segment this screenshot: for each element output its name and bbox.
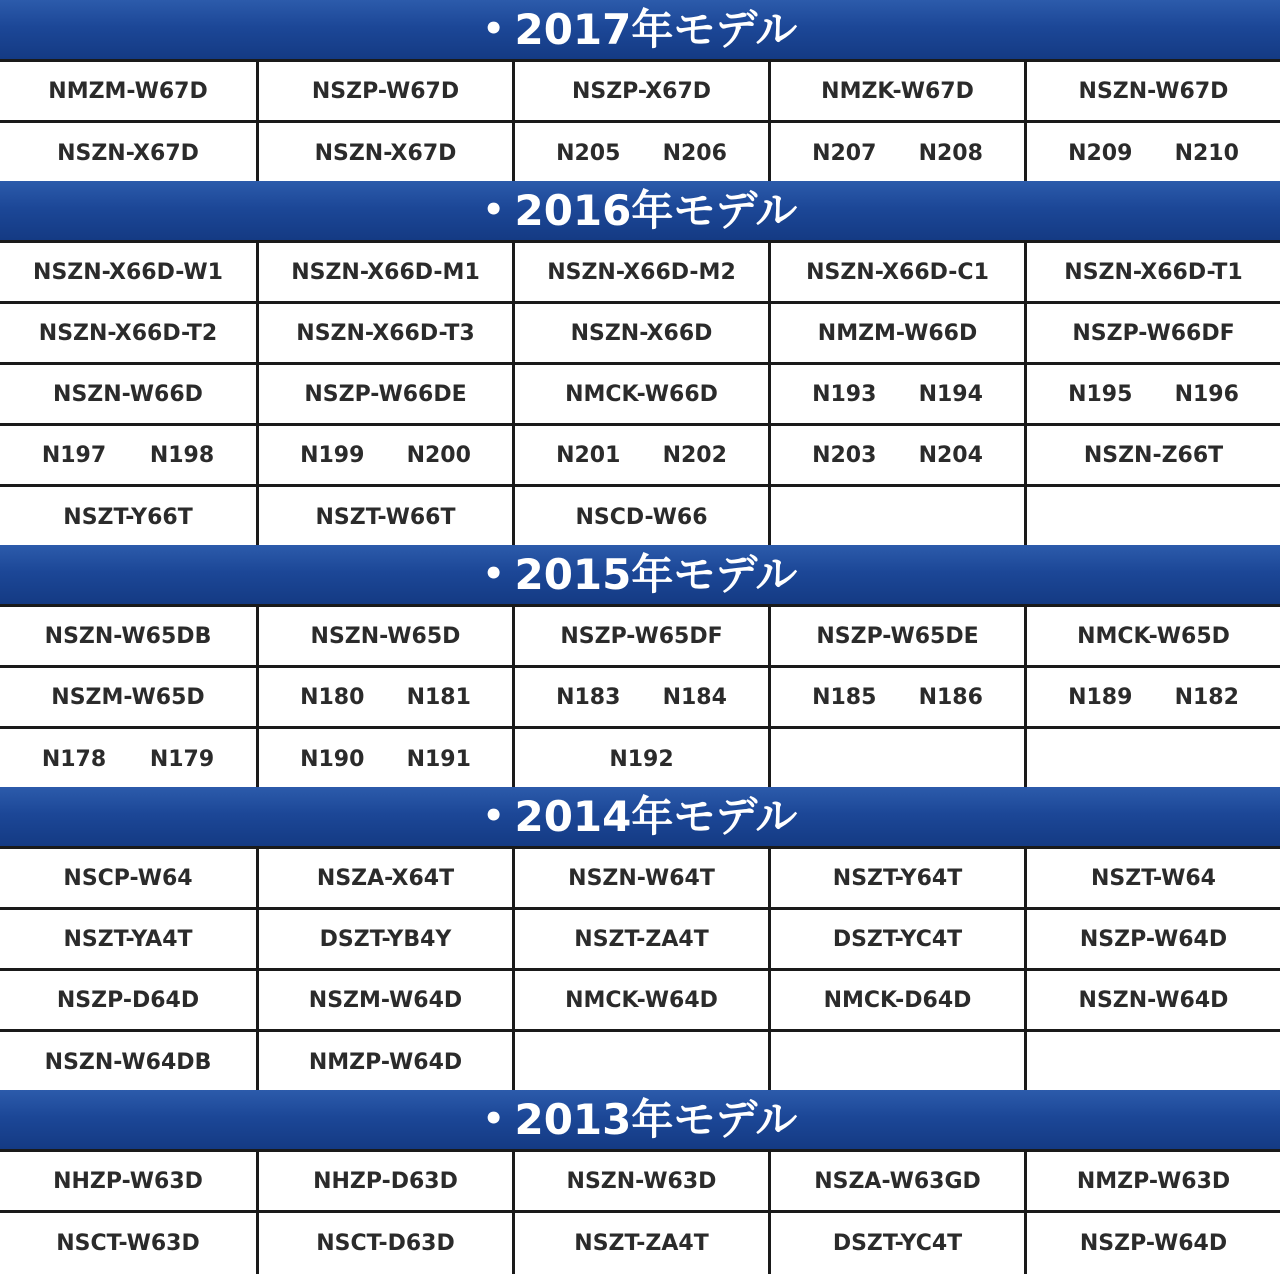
model-cell: [512, 1032, 768, 1093]
model-code: NSCT-D63D: [316, 1231, 455, 1256]
section-title: 2016年モデル: [514, 186, 798, 235]
model-code: NSZA-X64T: [316, 865, 455, 891]
model-code: NSZT-Y64T: [832, 865, 963, 891]
model-code: NMZP-W64D: [308, 1050, 463, 1075]
model-code: N179: [149, 747, 215, 772]
model-code: N178: [41, 747, 107, 772]
table-row: [0, 426, 1280, 487]
model-code: NMCK-W65D: [1077, 623, 1230, 649]
model-code: NMZM-W66D: [817, 320, 978, 346]
model-cell: [768, 910, 1024, 968]
model-code: NSZN-X66D-T3: [296, 320, 475, 346]
model-code: N209: [1068, 141, 1133, 166]
model-code: N205: [556, 141, 621, 166]
model-code: N206: [662, 141, 727, 166]
section-header: [0, 0, 1280, 60]
bullet-icon: •: [482, 796, 505, 836]
model-code: NMZP-W63D: [1076, 1168, 1231, 1194]
model-cell: [0, 729, 256, 790]
model-code: N197: [41, 442, 107, 468]
model-code: N204: [918, 442, 983, 468]
model-code: N180: [300, 684, 365, 710]
model-code: NSZN-W67D: [1078, 78, 1229, 104]
table-row: [0, 487, 1280, 548]
model-cell: [768, 1152, 1024, 1210]
model-code: NSZM-W64D: [308, 987, 463, 1013]
model-code: N194: [918, 381, 983, 407]
model-cell: [256, 487, 512, 548]
model-cell: [768, 487, 1024, 548]
model-cell: [512, 1152, 768, 1210]
model-cell: [768, 729, 1024, 790]
model-cell: [512, 607, 768, 665]
model-code: NSZN-X67D: [57, 141, 199, 166]
model-code: DSZT-YC4T: [832, 926, 963, 952]
model-cell: [1024, 668, 1280, 726]
model-cell: [256, 62, 512, 120]
model-cell: [512, 123, 768, 184]
model-cell: [768, 426, 1024, 484]
model-cell: [1024, 971, 1280, 1029]
table-row: [0, 62, 1280, 123]
model-code: N183: [556, 684, 621, 710]
bullet-icon: •: [482, 190, 505, 230]
model-code: NSZN-X66D-T1: [1064, 259, 1243, 285]
model-code: NHZP-W63D: [53, 1168, 203, 1194]
model-code: NSZP-W65DE: [816, 623, 979, 649]
model-cell: [1024, 62, 1280, 120]
model-cell: [256, 607, 512, 665]
model-code: NSZP-D64D: [56, 987, 200, 1013]
section-title: 2017年モデル: [514, 5, 798, 54]
model-cell: [0, 62, 256, 120]
model-code: N189: [1068, 684, 1133, 710]
bullet-icon: •: [482, 554, 505, 594]
model-cell: [768, 849, 1024, 907]
model-cell: [1024, 487, 1280, 548]
model-code: NSZP-W66DE: [304, 381, 467, 407]
model-code: NSZN-W65DB: [44, 623, 212, 649]
model-cell: [1024, 1213, 1280, 1274]
model-code: DSZT-YB4Y: [319, 926, 452, 952]
model-cell: [512, 1213, 768, 1274]
model-cell: [1024, 243, 1280, 301]
model-code: N210: [1174, 141, 1239, 166]
model-cell: [0, 304, 256, 362]
model-code: N191: [406, 747, 471, 772]
table-row: [0, 1152, 1280, 1213]
model-code: NSZP-X67D: [571, 78, 712, 104]
model-code: NSZN-X66D-T2: [38, 320, 218, 346]
model-cell: [0, 607, 256, 665]
model-grid: [0, 240, 1280, 548]
table-row: [0, 123, 1280, 184]
model-cell: [256, 123, 512, 184]
model-cell: [0, 910, 256, 968]
table-row: [0, 729, 1280, 790]
model-cell: [512, 668, 768, 726]
table-row: [0, 607, 1280, 668]
model-cell: [1024, 729, 1280, 790]
model-code: N182: [1174, 684, 1239, 710]
model-code: N199: [300, 442, 365, 468]
table-row: [0, 243, 1280, 304]
model-code: NSCT-W63D: [56, 1231, 200, 1256]
model-cell: [0, 849, 256, 907]
model-code: NMCK-W64D: [565, 987, 718, 1013]
model-cell: [768, 243, 1024, 301]
model-code: NSZP-W65DF: [560, 623, 723, 649]
model-cell: [1024, 1032, 1280, 1093]
model-code: NSZT-Y66T: [63, 505, 193, 530]
model-code: NSZT-W66T: [315, 505, 456, 530]
model-code: NSZT-ZA4T: [574, 926, 709, 952]
model-cell: [512, 62, 768, 120]
model-code: NSZA-W63GD: [814, 1168, 981, 1194]
table-row: [0, 910, 1280, 971]
model-code: NMCK-D64D: [823, 987, 972, 1013]
model-cell: [256, 971, 512, 1029]
model-cell: [1024, 426, 1280, 484]
model-code: N196: [1174, 381, 1239, 407]
model-cell: [512, 304, 768, 362]
model-cell: [512, 426, 768, 484]
model-cell: [768, 971, 1024, 1029]
model-code: DSZT-YC4T: [832, 1231, 963, 1256]
model-cell: [0, 971, 256, 1029]
model-cell: [768, 304, 1024, 362]
model-code: N208: [918, 141, 983, 166]
model-cell: [256, 849, 512, 907]
model-cell: [512, 365, 768, 423]
section-title: 2014年モデル: [514, 792, 798, 841]
model-cell: [768, 607, 1024, 665]
model-cell: [256, 243, 512, 301]
table-row: [0, 849, 1280, 910]
table-row: [0, 1032, 1280, 1093]
section-title: 2013年モデル: [514, 1095, 798, 1144]
model-code: N181: [406, 684, 471, 710]
model-cell: [0, 365, 256, 423]
model-code: N203: [812, 442, 877, 468]
section-header: [0, 787, 1280, 847]
model-code: NSZN-X66D-W1: [33, 259, 223, 285]
model-code: NMZM-W67D: [48, 78, 208, 104]
model-code: NMCK-W66D: [565, 381, 718, 407]
model-code: NSZN-W64DB: [44, 1050, 212, 1075]
model-cell: [256, 910, 512, 968]
model-code: N190: [300, 747, 365, 772]
model-code: NHZP-D63D: [313, 1168, 458, 1194]
model-code: NSZN-W63D: [566, 1168, 717, 1194]
table-row: [0, 971, 1280, 1032]
model-cell: [1024, 123, 1280, 184]
table-row: [0, 365, 1280, 426]
model-cell: [512, 729, 768, 790]
table-row: [0, 304, 1280, 365]
model-code: NSCD-W66: [575, 505, 708, 530]
model-code: NSZT-YA4T: [63, 926, 193, 952]
section-header: [0, 181, 1280, 241]
model-cell: [768, 1032, 1024, 1093]
model-code: NSZN-W66D: [53, 381, 203, 407]
model-cell: [768, 365, 1024, 423]
model-code: N207: [812, 141, 877, 166]
model-cell: [0, 1032, 256, 1093]
model-code: NSZN-Z66T: [1083, 442, 1224, 468]
model-code: N186: [918, 684, 983, 710]
model-code: N201: [556, 442, 621, 468]
model-code: NSZN-X66D: [570, 320, 713, 346]
model-code: NSZN-W64T: [568, 865, 715, 891]
model-cell: [0, 668, 256, 726]
model-code: NSZP-W64D: [1079, 1231, 1228, 1256]
table-row: [0, 668, 1280, 729]
model-code: NSZP-W66DF: [1072, 320, 1235, 346]
model-grid: [0, 1149, 1280, 1274]
model-code: NSCP-W64: [63, 865, 193, 891]
model-code: NSZN-X66D-M2: [547, 259, 736, 285]
model-cell: [1024, 304, 1280, 362]
bullet-icon: •: [482, 1099, 505, 1139]
model-cell: [768, 123, 1024, 184]
model-cell: [256, 1032, 512, 1093]
model-cell: [1024, 365, 1280, 423]
section-header: [0, 545, 1280, 605]
model-cell: [0, 243, 256, 301]
bullet-icon: •: [482, 9, 505, 49]
model-cell: [768, 62, 1024, 120]
model-code: NSZN-X67D: [314, 141, 457, 166]
model-cell: [1024, 607, 1280, 665]
model-cell: [0, 1152, 256, 1210]
model-grid: [0, 59, 1280, 184]
model-cell: [256, 304, 512, 362]
model-cell: [512, 910, 768, 968]
model-code: N193: [812, 381, 877, 407]
model-cell: [1024, 1152, 1280, 1210]
model-code: NSZP-W67D: [311, 78, 460, 104]
model-cell: [0, 123, 256, 184]
model-cell: [256, 1152, 512, 1210]
section-title: 2015年モデル: [514, 550, 798, 599]
model-cell: [256, 668, 512, 726]
model-code: N195: [1068, 381, 1133, 407]
model-cell: [0, 487, 256, 548]
model-grid: [0, 846, 1280, 1093]
model-code: N184: [662, 684, 727, 710]
model-cell: [256, 365, 512, 423]
model-code: NSZT-W64: [1090, 865, 1216, 891]
model-cell: [256, 729, 512, 790]
model-code: NSZP-W64D: [1079, 926, 1228, 952]
table-row: [0, 1213, 1280, 1274]
model-code: N192: [609, 747, 674, 772]
model-code: NSZT-ZA4T: [574, 1231, 709, 1256]
model-cell: [0, 426, 256, 484]
model-code: N202: [662, 442, 727, 468]
model-cell: [1024, 910, 1280, 968]
model-code: NMZK-W67D: [821, 78, 974, 104]
section-header: [0, 1090, 1280, 1150]
model-cell: [1024, 849, 1280, 907]
model-cell: [0, 1213, 256, 1274]
model-cell: [512, 849, 768, 907]
model-cell: [256, 426, 512, 484]
model-code: NSZN-W64D: [1078, 987, 1229, 1013]
model-cell: [768, 1213, 1024, 1274]
model-code: NSZN-X66D-M1: [291, 259, 480, 285]
model-code: N185: [812, 684, 877, 710]
model-code: NSZN-X66D-C1: [806, 259, 989, 285]
model-cell: [256, 1213, 512, 1274]
model-code: N200: [406, 442, 471, 468]
model-cell: [512, 243, 768, 301]
model-cell: [512, 487, 768, 548]
model-cell: [768, 668, 1024, 726]
model-code: NSZM-W65D: [51, 684, 205, 710]
model-code: NSZN-W65D: [310, 623, 461, 649]
model-code: N198: [149, 442, 215, 468]
model-cell: [512, 971, 768, 1029]
model-grid: [0, 604, 1280, 790]
